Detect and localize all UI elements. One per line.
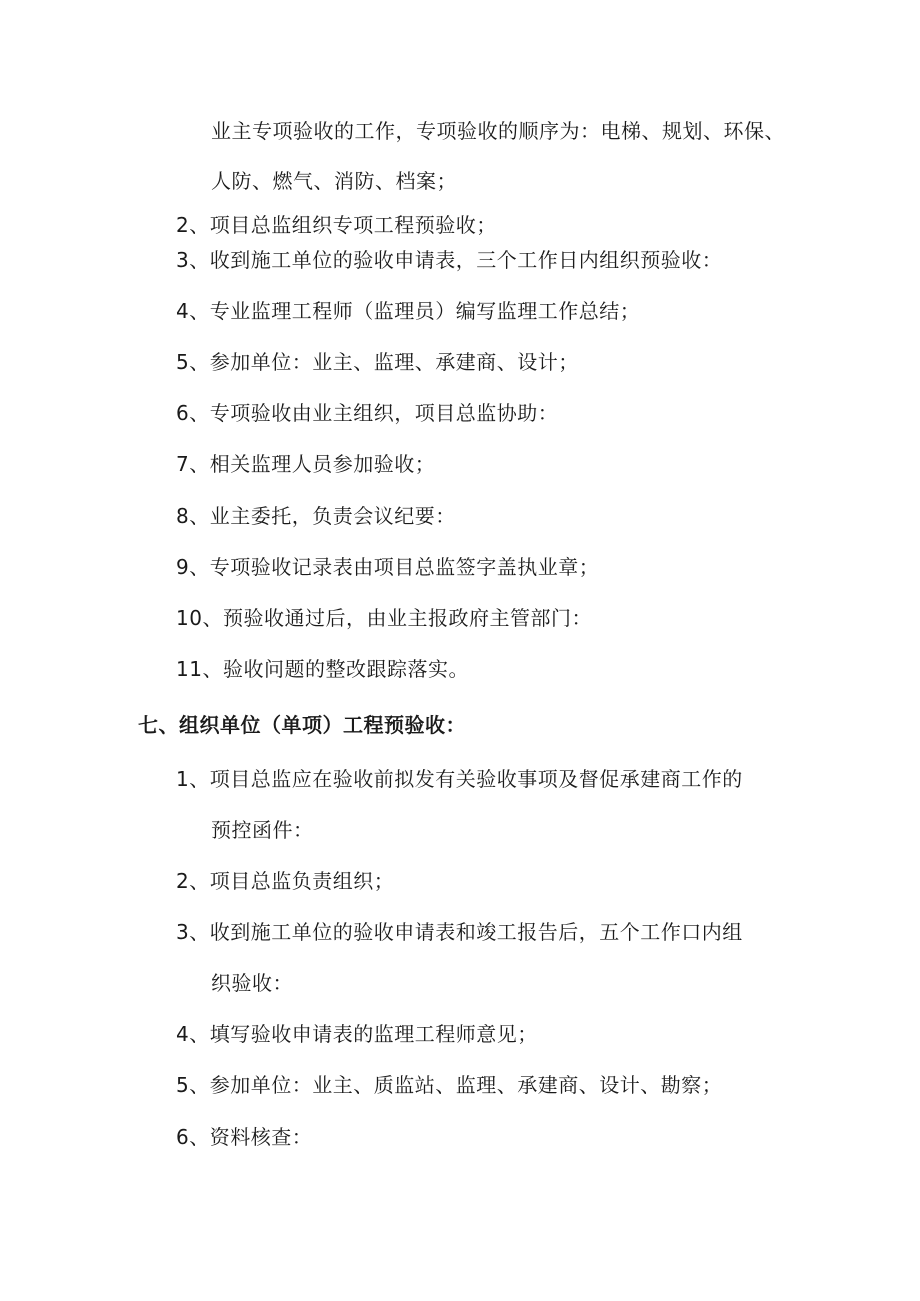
list-item: 9、专项验收记录表由项目总监签字盖执业章；: [176, 555, 600, 579]
list-item-continuation: 预控函件：: [211, 818, 314, 842]
paragraph-continuation-line-2: 人防、燃气、消防、档案；: [211, 169, 457, 193]
list-item: 7、相关监理人员参加验收；: [176, 452, 436, 476]
list-item: 4、填写验收申请表的监理工程师意见；: [176, 1022, 538, 1046]
paragraph-continuation-line-1: 业主专项验收的工作，专项验收的顺序为：电梯、规划、环保、: [211, 119, 785, 143]
list-item: 6、专项验收由业主组织，项目总监协助：: [176, 401, 559, 425]
list-item: 10、预验收通过后，由业主报政府主管部门：: [176, 606, 592, 630]
list-item: 11、验收问题的整改跟踪落实。: [176, 657, 469, 681]
list-item: 5、参加单位：业主、监理、承建商、设计；: [176, 350, 579, 374]
list-item: 2、项目总监负责组织；: [176, 869, 395, 893]
list-item-continuation: 织验收：: [211, 971, 293, 995]
list-item: 3、收到施工单位的验收申请表和竣工报告后，五个工作口内组: [176, 920, 743, 944]
list-item: 4、专业监理工程师（监理员）编写监理工作总结；: [176, 299, 641, 323]
list-item: 2、项目总监组织专项工程预验收；: [176, 213, 497, 237]
list-item: 1、项目总监应在验收前拟发有关验收事项及督促承建商工作的: [176, 767, 743, 791]
list-item: 3、收到施工单位的验收申请表，三个工作日内组织预验收：: [176, 248, 723, 272]
section-heading: 七、组织单位（单项）工程预验收：: [138, 713, 466, 737]
list-item: 5、参加单位：业主、质监站、监理、承建商、设计、勘察；: [176, 1073, 723, 1097]
list-item: 6、资料核查：: [176, 1125, 313, 1149]
list-item: 8、业主委托，负责会议纪要：: [176, 504, 456, 528]
